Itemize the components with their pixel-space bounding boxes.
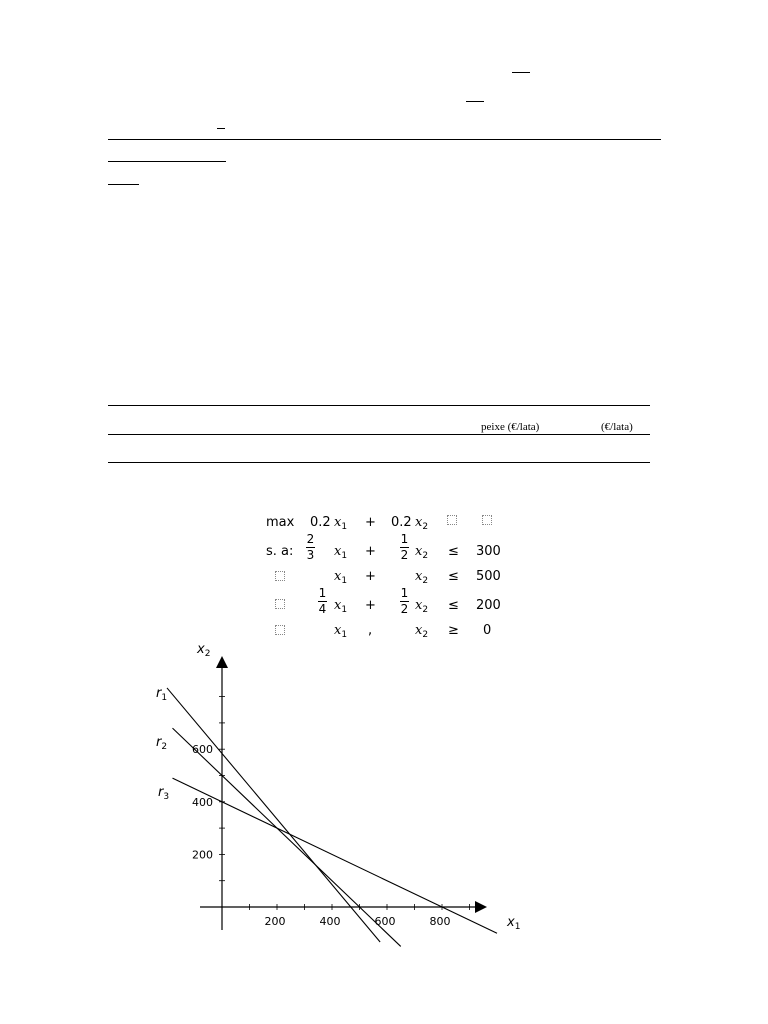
r2-rhs: 500 (476, 569, 501, 584)
y-axis-label: $x_2$ (197, 642, 211, 659)
line-label-r1: $r_1$ (156, 686, 168, 703)
frac-r1-c1: 2 3 (306, 532, 315, 562)
r1-plus: + (365, 544, 376, 559)
r1-var-1: $x_1$ (334, 544, 348, 561)
nn-var-1: $x_1$ (334, 623, 348, 640)
r3-leq: ≤ (448, 598, 459, 613)
graph-ticks (192, 697, 470, 928)
obj-coef-2: 0.2 (391, 515, 412, 530)
nn-geq: ≥ (448, 623, 459, 638)
constraint-line-r2 (173, 728, 401, 946)
r3-var-1: $x_1$ (334, 598, 348, 615)
x-axis-arrow (475, 901, 487, 913)
y-tick-label: 200 (192, 848, 213, 862)
nn-var-2: $x_2$ (415, 623, 429, 640)
graph-labels (156, 642, 520, 932)
constraint-line-r3 (173, 778, 498, 933)
x-axis-label: $x_1$ (507, 915, 521, 932)
r1-var-2: $x_2$ (415, 544, 429, 561)
col-header-other: (€/lata) (601, 421, 633, 433)
r2-var-1: $x_1$ (334, 569, 348, 586)
frac-r3-c1: 1 4 (318, 586, 327, 616)
y-axis-arrow (216, 656, 228, 668)
x-tick-label: 800 (429, 915, 451, 928)
r2-leq: ≤ (448, 569, 459, 584)
obj-var-1: $x_1$ (334, 515, 348, 532)
frac-r1-c2: 1 2 (400, 532, 409, 562)
x-tick-label: 600 (374, 915, 396, 928)
line-label-r3: $r_3$ (158, 785, 170, 802)
col-header-fish: peixe (€/lata) (481, 421, 540, 433)
obj-coef-1: 0.2 (310, 515, 331, 530)
graph-axes (200, 656, 487, 930)
y-tick-label: 400 (192, 795, 213, 809)
x-tick-label: 200 (264, 915, 286, 928)
frac-r3-c2: 1 2 (400, 586, 409, 616)
x-tick-label: 400 (319, 915, 341, 928)
r3-plus: + (365, 598, 376, 613)
nn-comma: , (368, 623, 373, 638)
nn-rhs: 0 (483, 623, 492, 638)
r3-var-2: $x_2$ (415, 598, 429, 615)
r2-var-2: $x_2$ (415, 569, 429, 586)
obj-plus: + (365, 515, 376, 530)
r1-leq: ≤ (448, 544, 459, 559)
r1-rhs: 300 (476, 544, 501, 559)
line-label-r2: $r_2$ (156, 735, 168, 752)
obj-var-2: $x_2$ (415, 515, 429, 532)
st-label: s. a: (266, 544, 294, 559)
y-tick-label: 600 (192, 743, 213, 757)
r3-rhs: 200 (476, 598, 501, 613)
max-label: max (266, 515, 295, 530)
constraint-line-r1 (167, 688, 380, 942)
r2-plus: + (365, 569, 376, 584)
